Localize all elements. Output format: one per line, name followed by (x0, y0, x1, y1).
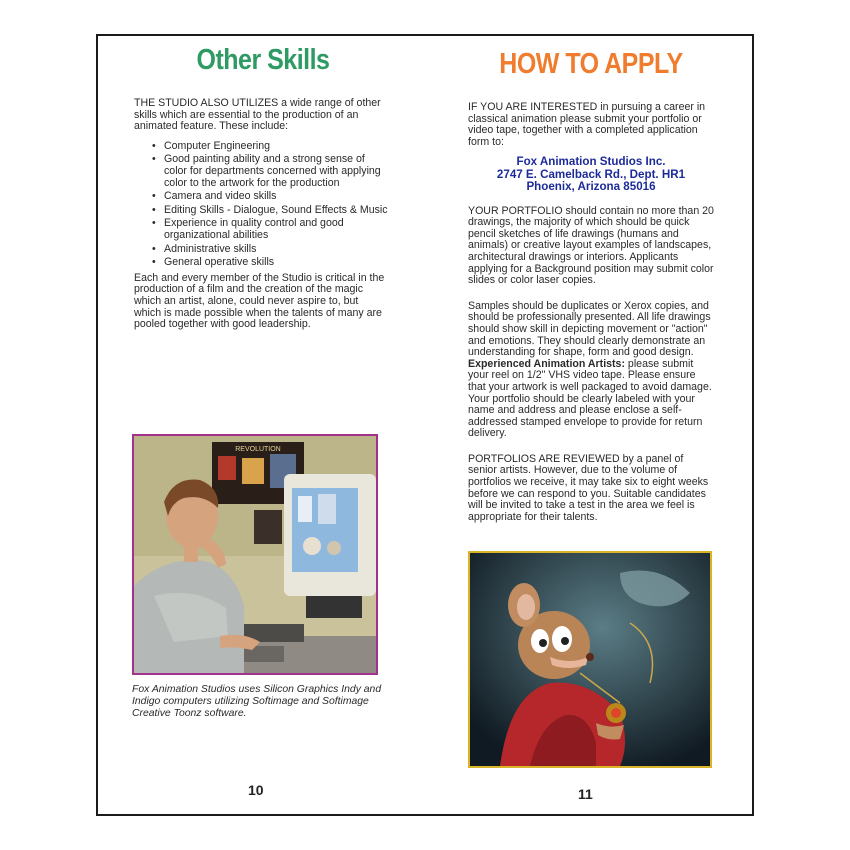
intro-rest: a wide range of other skills which are essential to the production of an animated feature. These include: (134, 97, 381, 133)
photo-caption: Fox Animation Studios uses Silicon Graphics Indy and Indigo computers utilizing Softimage and Softimage Creative Toonz software. (132, 684, 382, 719)
studio-address (468, 156, 714, 193)
skill-item: • Computer Engineering (164, 141, 388, 153)
intro-paragraph (134, 98, 388, 133)
animation-still-illustration (470, 553, 710, 766)
image-credit (714, 676, 724, 766)
skill-item: • Camera and video skills (164, 191, 388, 203)
right-page-body (468, 102, 714, 531)
skills-list (134, 141, 388, 269)
page-number-left: 10 (248, 782, 264, 798)
closing-paragraph: Each and every member of the Studio is critical in the production of a film and the creation of the magic which an artist, alone, could never aspire to, but which is made possible when the talents of many are pooled together with good leadership. (134, 271, 385, 331)
address-line: Phoenix, Arizona 85016 (526, 180, 656, 194)
samples-paragraph (468, 301, 714, 440)
skill-item: • General operative skills (164, 257, 388, 269)
review-rest: by a panel of senior artists. However, due to the volume of portfolios we receive, it may take six to eight weeks before we can respond to you. Suitable candidates will be invited to take a test in the area we feel is appropriate for their talents. (468, 452, 709, 523)
apply-intro-rest: in pursuing a career in classical animation please submit your portfolio or video tape, together with a completed application form to: (468, 101, 706, 148)
poster-title: REVOLUTION (235, 446, 281, 453)
page-number-right: 11 (578, 786, 593, 802)
apply-intro-caps: IF YOU ARE INTERESTED (468, 101, 598, 113)
left-page (98, 36, 428, 814)
skill-item: • Editing Skills - Dialogue, Sound Effects & Music (164, 205, 388, 217)
skill-item: • Good painting ability and a strong sense of color for departments concerned with applying color to the artwork for the production (164, 154, 388, 189)
skill-item: • Experience in quality control and good organizational abilities (164, 218, 388, 241)
portfolio-paragraph (468, 206, 714, 287)
brochure-spread (96, 34, 754, 816)
skill-item: • Administrative skills (164, 244, 388, 256)
samples-rest: please submit your reel on 1/2" VHS video tape. Please ensure that your artwork is well packaged to avoid damage. Your portfolio should be clearly labeled with your name and address and please enclose a self-addressed stamped envelope to provide for return delivery. (468, 357, 712, 440)
portfolio-rest: should contain no more than 20 drawings, the majority of which should be quick pencil sketches of life drawings (humans and animals) or creative layout examples of landscapes, architectural drawings or interiors. Applicants applying for a Background position may submit color slides or color laser copies. (468, 204, 714, 287)
right-page-heading: HOW TO APPLY (499, 47, 683, 81)
samples-bold: Experienced Animation Artists: (468, 357, 625, 370)
left-page-body (134, 98, 388, 339)
address-line: 2747 E. Camelback Rd., Dept. HR1 (496, 167, 686, 181)
animator-photo (132, 434, 378, 675)
apply-intro-paragraph (468, 102, 714, 148)
review-caps: PORTFOLIOS ARE REVIEWED (468, 452, 620, 465)
samples-start: Samples should be duplicates or Xerox copies, and should be professionally presented. All life drawings should show skill in depicting movement or "action" and emotions. They should clearly demonstrate an understanding for shape, form and good design. (468, 299, 711, 359)
intro-caps: THE STUDIO ALSO UTILIZES (134, 97, 279, 109)
left-page-heading: Other Skills (196, 43, 330, 77)
address-line: Fox Animation Studios Inc. (516, 155, 666, 169)
portfolio-caps: YOUR PORTFOLIO (468, 204, 563, 217)
animation-still (468, 551, 712, 768)
review-paragraph (468, 454, 714, 524)
animator-photo-illustration (134, 436, 376, 673)
